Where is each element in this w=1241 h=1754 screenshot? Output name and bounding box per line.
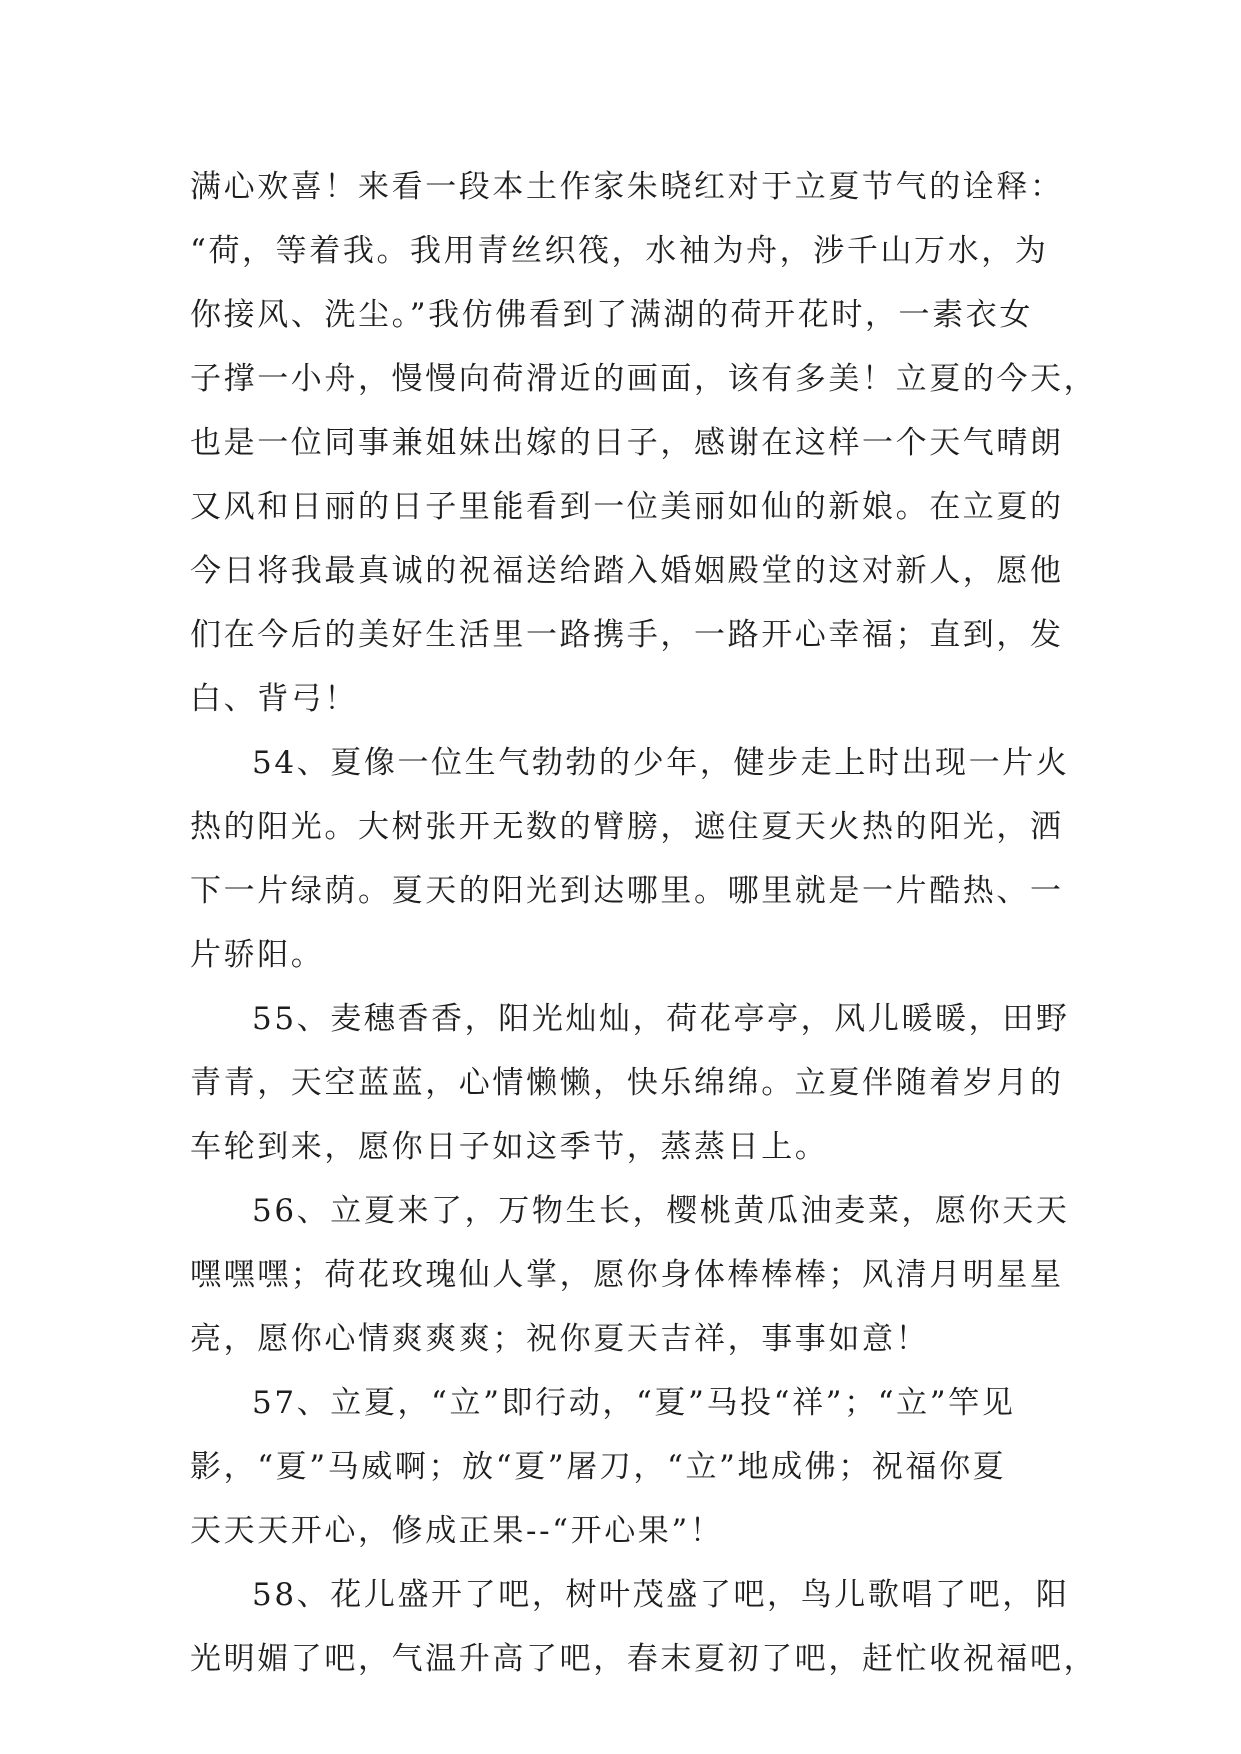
text-line: 又风和日丽的日子里能看到一位美丽如仙的新娘。在立夏的 xyxy=(190,489,1064,525)
paragraph-start-line: 56、立夏来了，万物生长，樱桃黄瓜油麦菜，愿你天天 xyxy=(252,1193,1070,1229)
text-line: “荷，等着我。我用青丝织筏，水袖为舟，涉千山万水，为 xyxy=(190,233,1049,269)
text-line: 白、背弓！ xyxy=(190,681,358,717)
paragraph-start-line: 58、花儿盛开了吧，树叶茂盛了吧，鸟儿歌唱了吧，阳 xyxy=(252,1577,1070,1613)
text-line: 们在今后的美好生活里一路携手，一路开心幸福；直到，发 xyxy=(190,617,1064,653)
text-line: 青青，天空蓝蓝，心情懒懒，快乐绵绵。立夏伴随着岁月的 xyxy=(190,1065,1064,1101)
text-line: 也是一位同事兼姐妹出嫁的日子，感谢在这样一个天气晴朗 xyxy=(190,425,1064,461)
text-line: 天天天开心，修成正果--“开心果”！ xyxy=(190,1513,724,1549)
paragraph-start-line: 57、立夏，“立”即行动，“夏”马投“祥”；“立”竿见 xyxy=(252,1385,1016,1421)
text-line: 车轮到来，愿你日子如这季节，蒸蒸日上。 xyxy=(190,1129,829,1165)
text-line: 满心欢喜！来看一段本土作家朱晓红对于立夏节气的诠释： xyxy=(190,169,1064,205)
text-line: 你接风、洗尘。”我仿佛看到了满湖的荷开花时，一素衣女 xyxy=(190,297,1033,333)
text-line: 嘿嘿嘿；荷花玫瑰仙人掌，愿你身体棒棒棒；风清月明星星 xyxy=(190,1257,1064,1293)
text-line: 亮，愿你心情爽爽爽；祝你夏天吉祥，事事如意！ xyxy=(190,1321,930,1357)
text-line: 下一片绿荫。夏天的阳光到达哪里。哪里就是一片酷热、一 xyxy=(190,873,1064,909)
body-text xyxy=(190,155,1098,1691)
text-line: 光明媚了吧，气温升高了吧，春末夏初了吧，赶忙收祝福吧， xyxy=(190,1641,1098,1677)
text-line: 片骄阳。 xyxy=(190,937,325,973)
text-line: 子撑一小舟，慢慢向荷滑近的画面，该有多美！立夏的今天， xyxy=(190,361,1098,397)
text-line: 今日将我最真诚的祝福送给踏入婚姻殿堂的这对新人，愿他 xyxy=(190,553,1064,589)
paragraph-start-line: 54、夏像一位生气勃勃的少年，健步走上时出现一片火 xyxy=(252,745,1070,781)
paragraph-start-line: 55、麦穗香香，阳光灿灿，荷花亭亭，风儿暖暖，田野 xyxy=(252,1001,1070,1037)
text-line: 影，“夏”马威啊；放“夏”屠刀，“立”地成佛；祝福你夏 xyxy=(190,1449,1007,1485)
text-line: 热的阳光。大树张开无数的臂膀，遮住夏天火热的阳光，洒 xyxy=(190,809,1064,845)
